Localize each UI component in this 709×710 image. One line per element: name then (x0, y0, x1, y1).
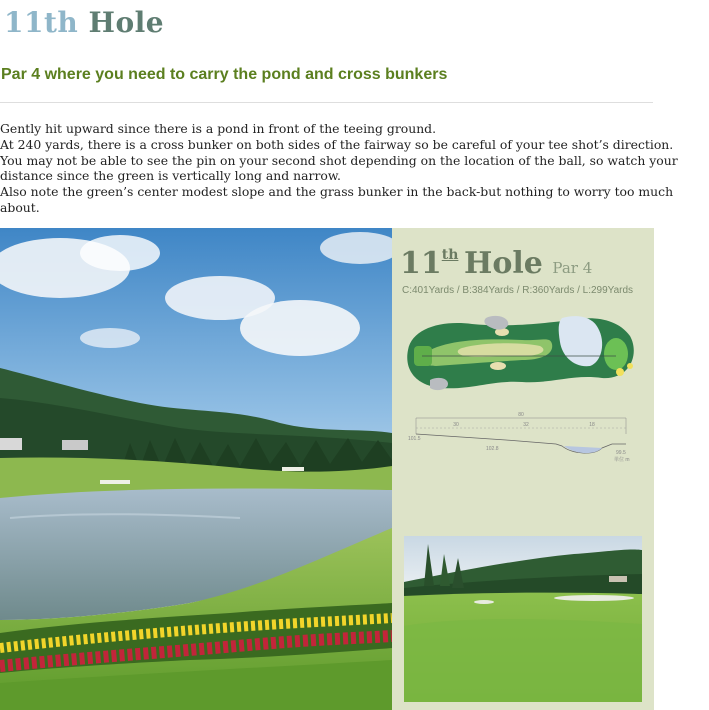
description-line: Gently hit upward since there is a pond in front of the teeing ground. (0, 121, 437, 136)
description-line: Also note the green’s center modest slope and the grass bunker in the back-but nothing to worry too much about. (0, 184, 674, 215)
hole-description (0, 121, 690, 216)
page-title-word: Hole (88, 6, 165, 39)
description-line: You may not be able to see the pin on your second shot depending on the location of the ball, so watch your distance since the green is vertically long and narrow. (0, 152, 678, 184)
divider (0, 102, 653, 103)
elevation-total-label: 80 (518, 412, 524, 418)
elevation-note-label: 単位 m (614, 457, 630, 463)
elevation-seg-b-label: 32 (523, 422, 529, 428)
description-line: At 240 yards, there is a cross bunker on both sides of the fairway so be careful of your tee shot’s direction. (0, 136, 674, 152)
page-subtitle: Par 4 where you need to carry the pond and cross bunkers (1, 66, 448, 83)
panel-par: Par 4 (552, 259, 593, 277)
elevation-profile-icon (406, 408, 642, 472)
elevation-seg-c-label: 18 (589, 422, 595, 428)
page-title (4, 6, 164, 39)
hole-landscape-photo (0, 228, 392, 710)
elevation-seg-a-label: 30 (453, 422, 459, 428)
panel-hole-suffix: th (441, 247, 459, 263)
yardage-list: C:401Yards / B:384Yards / R:360Yards / L:299Yards (402, 285, 634, 296)
hole-layout-map-icon (402, 314, 638, 398)
hole-info-panel (392, 228, 654, 710)
page-title-number: 11th (4, 6, 79, 39)
panel-hole-number: 11 (400, 246, 442, 281)
panel-hole-word: Hole (463, 246, 543, 281)
elevation-mid-label: 102.8 (486, 446, 499, 452)
elevation-green-label: 99.5 (616, 450, 626, 456)
hole-green-photo (404, 536, 642, 702)
panel-hole-heading (400, 246, 592, 281)
elevation-tee-label: 101.5 (408, 436, 421, 442)
